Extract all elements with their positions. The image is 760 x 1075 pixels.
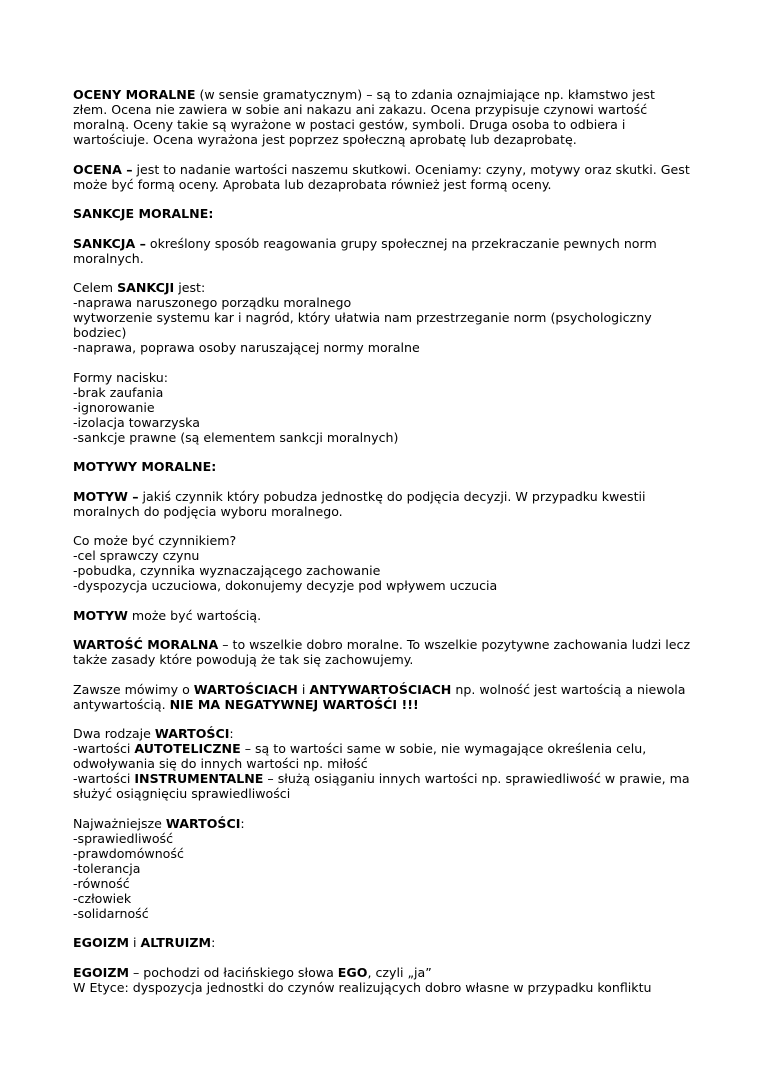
list-item: -równość (73, 875, 130, 891)
paragraph-cel-sankcji: Celem SANKCJI jest: -naprawa naruszonego porządku moralnego wytworzenie systemu kar i nagród, który ułatwia nam przestrzeganie norm (psychologiczny bodziec) -naprawa, poprawa osoby naruszającej normy moralne (73, 280, 652, 355)
term-egoizm: EGOIZM (73, 964, 129, 980)
paragraph-rodzaje-wartosci: Dwa rodzaje WARTOŚCI: -wartości AUTOTELICZNE – są to wartości same w sobie, nie wymagające określenia celu, odwoływania się do innych wartości np. miłość -wartości INSTRUMENTALNE – służą osiąganiu innych wartości np. sprawiedliwość w prawie, ma służyć osiągnięciu sprawiedliwości (73, 726, 690, 801)
list-item: -solidarność (73, 905, 149, 921)
list-item: -ignorowanie (73, 399, 155, 415)
list-item: -naprawa naruszonego porządku moralnego (73, 295, 352, 310)
paragraph-oceny-moralne: OCENY MORALNE (w sensie gramatycznym) – są to zdania oznajmiające np. kłamstwo jest złem. Ocena nie zawiera w sobie ani nakazu ani zakazu. Ocena przypisuje czynowi wartość moralną. Oceny takie są wyrażone w postaci gestów, symboli. Druga osoba to odbiera i wartościuje. Ocena wyrażona jest poprzez społeczną aprobatę lub dezaprobatę. (73, 87, 655, 147)
list-item: -naprawa, poprawa osoby naruszającej normy moralne (73, 340, 420, 355)
term-sankcja: SANKCJA – (73, 235, 146, 251)
list-item: -brak zaufania (73, 384, 164, 400)
list-item: -izolacja towarzyska (73, 414, 200, 430)
paragraph-motyw-wartosc: MOTYW może być wartością. (73, 607, 262, 623)
paragraph-motyw: MOTYW – jakiś czynnik który pobudza jednostkę do podjęcia decyzji. W przypadku kwestii moralnych do podjęcia wyboru moralnego. (73, 488, 646, 519)
term-oceny-moralne: OCENY MORALNE (73, 87, 196, 102)
list-item: -sankcje prawne (są elementem sankcji moralnych) (73, 429, 399, 445)
list-item: -człowiek (73, 890, 132, 906)
list-item: -pobudka, czynnika wyznaczającego zachowanie (73, 563, 381, 578)
list-item: wytworzenie systemu kar i nagród, który ułatwia nam przestrzeganie norm (psychologiczny bodziec) (73, 310, 652, 340)
list-item: -prawdomówność (73, 845, 184, 861)
paragraph-ocena: OCENA – jest to nadanie wartości naszemu skutkowi. Oceniamy: czyny, motywy oraz skutki. Gest może być formą oceny. Aprobata lub dezaprobata również jest formą oceny. (73, 161, 690, 192)
paragraph-wartosci-antywartosci: Zawsze mówimy o WARTOŚCIACH i ANTYWARTOŚCIACH np. wolność jest wartością a niewola antywartością. NIE MA NEGATYWNEJ WARTOŚĆI !!! (73, 681, 686, 712)
list-item: -sprawiedliwość (73, 830, 174, 846)
list-item: -wartości (73, 771, 135, 786)
document-body (73, 87, 693, 1009)
list-item: -dyspozycja uczuciowa, dokonujemy decyzje pod wpływem uczucia (73, 578, 498, 593)
list-item: -cel sprawczy czynu (73, 548, 200, 563)
term-wartosc-moralna: WARTOŚĆ MORALNA (73, 637, 219, 652)
heading-sankcje-moralne: SANKCJE MORALNE: (73, 206, 214, 221)
list-item: -tolerancja (73, 860, 141, 876)
term-ocena: OCENA – (73, 161, 133, 177)
paragraph-wartosc-moralna: WARTOŚĆ MORALNA – to wszelkie dobro moralne. To wszelkie pozytywne zachowania ludzi lecz także zasady które powodują że tak się zachowujemy. (73, 637, 691, 667)
paragraph-najwazniejsze-wartosci: Najważniejsze WARTOŚCI: -sprawiedliwość -prawdomówność -tolerancja -równość -człowiek -solidarność (73, 815, 245, 921)
term-motyw: MOTYW – (73, 488, 139, 504)
heading-egoizm-altruizm: EGOIZM i ALTRUIZM: (73, 935, 216, 950)
heading-motywy-moralne: MOTYWY MORALNE: (73, 459, 217, 474)
paragraph-sankcja: SANKCJA – określony sposób reagowania grupy społecznej na przekraczanie pewnych norm moralnych. (73, 235, 657, 266)
paragraph-czynniki: Co może być czynnikiem? -cel sprawczy czynu -pobudka, czynnika wyznaczającego zachowanie -dyspozycja uczuciowa, dokonujemy decyzje pod wpływem uczucia (73, 533, 498, 593)
list-item: -wartości (73, 741, 135, 756)
paragraph-formy-nacisku: Formy nacisku: -brak zaufania -ignorowanie -izolacja towarzyska -sankcje prawne (są elementem sankcji moralnych) (73, 369, 399, 445)
paragraph-egoizm: EGOIZM – pochodzi od łacińskiego słowa EGO, czyli „ja” W Etyce: dyspozycja jednostki do czynów realizujących dobro własne w przypadku konfliktu (73, 964, 652, 995)
